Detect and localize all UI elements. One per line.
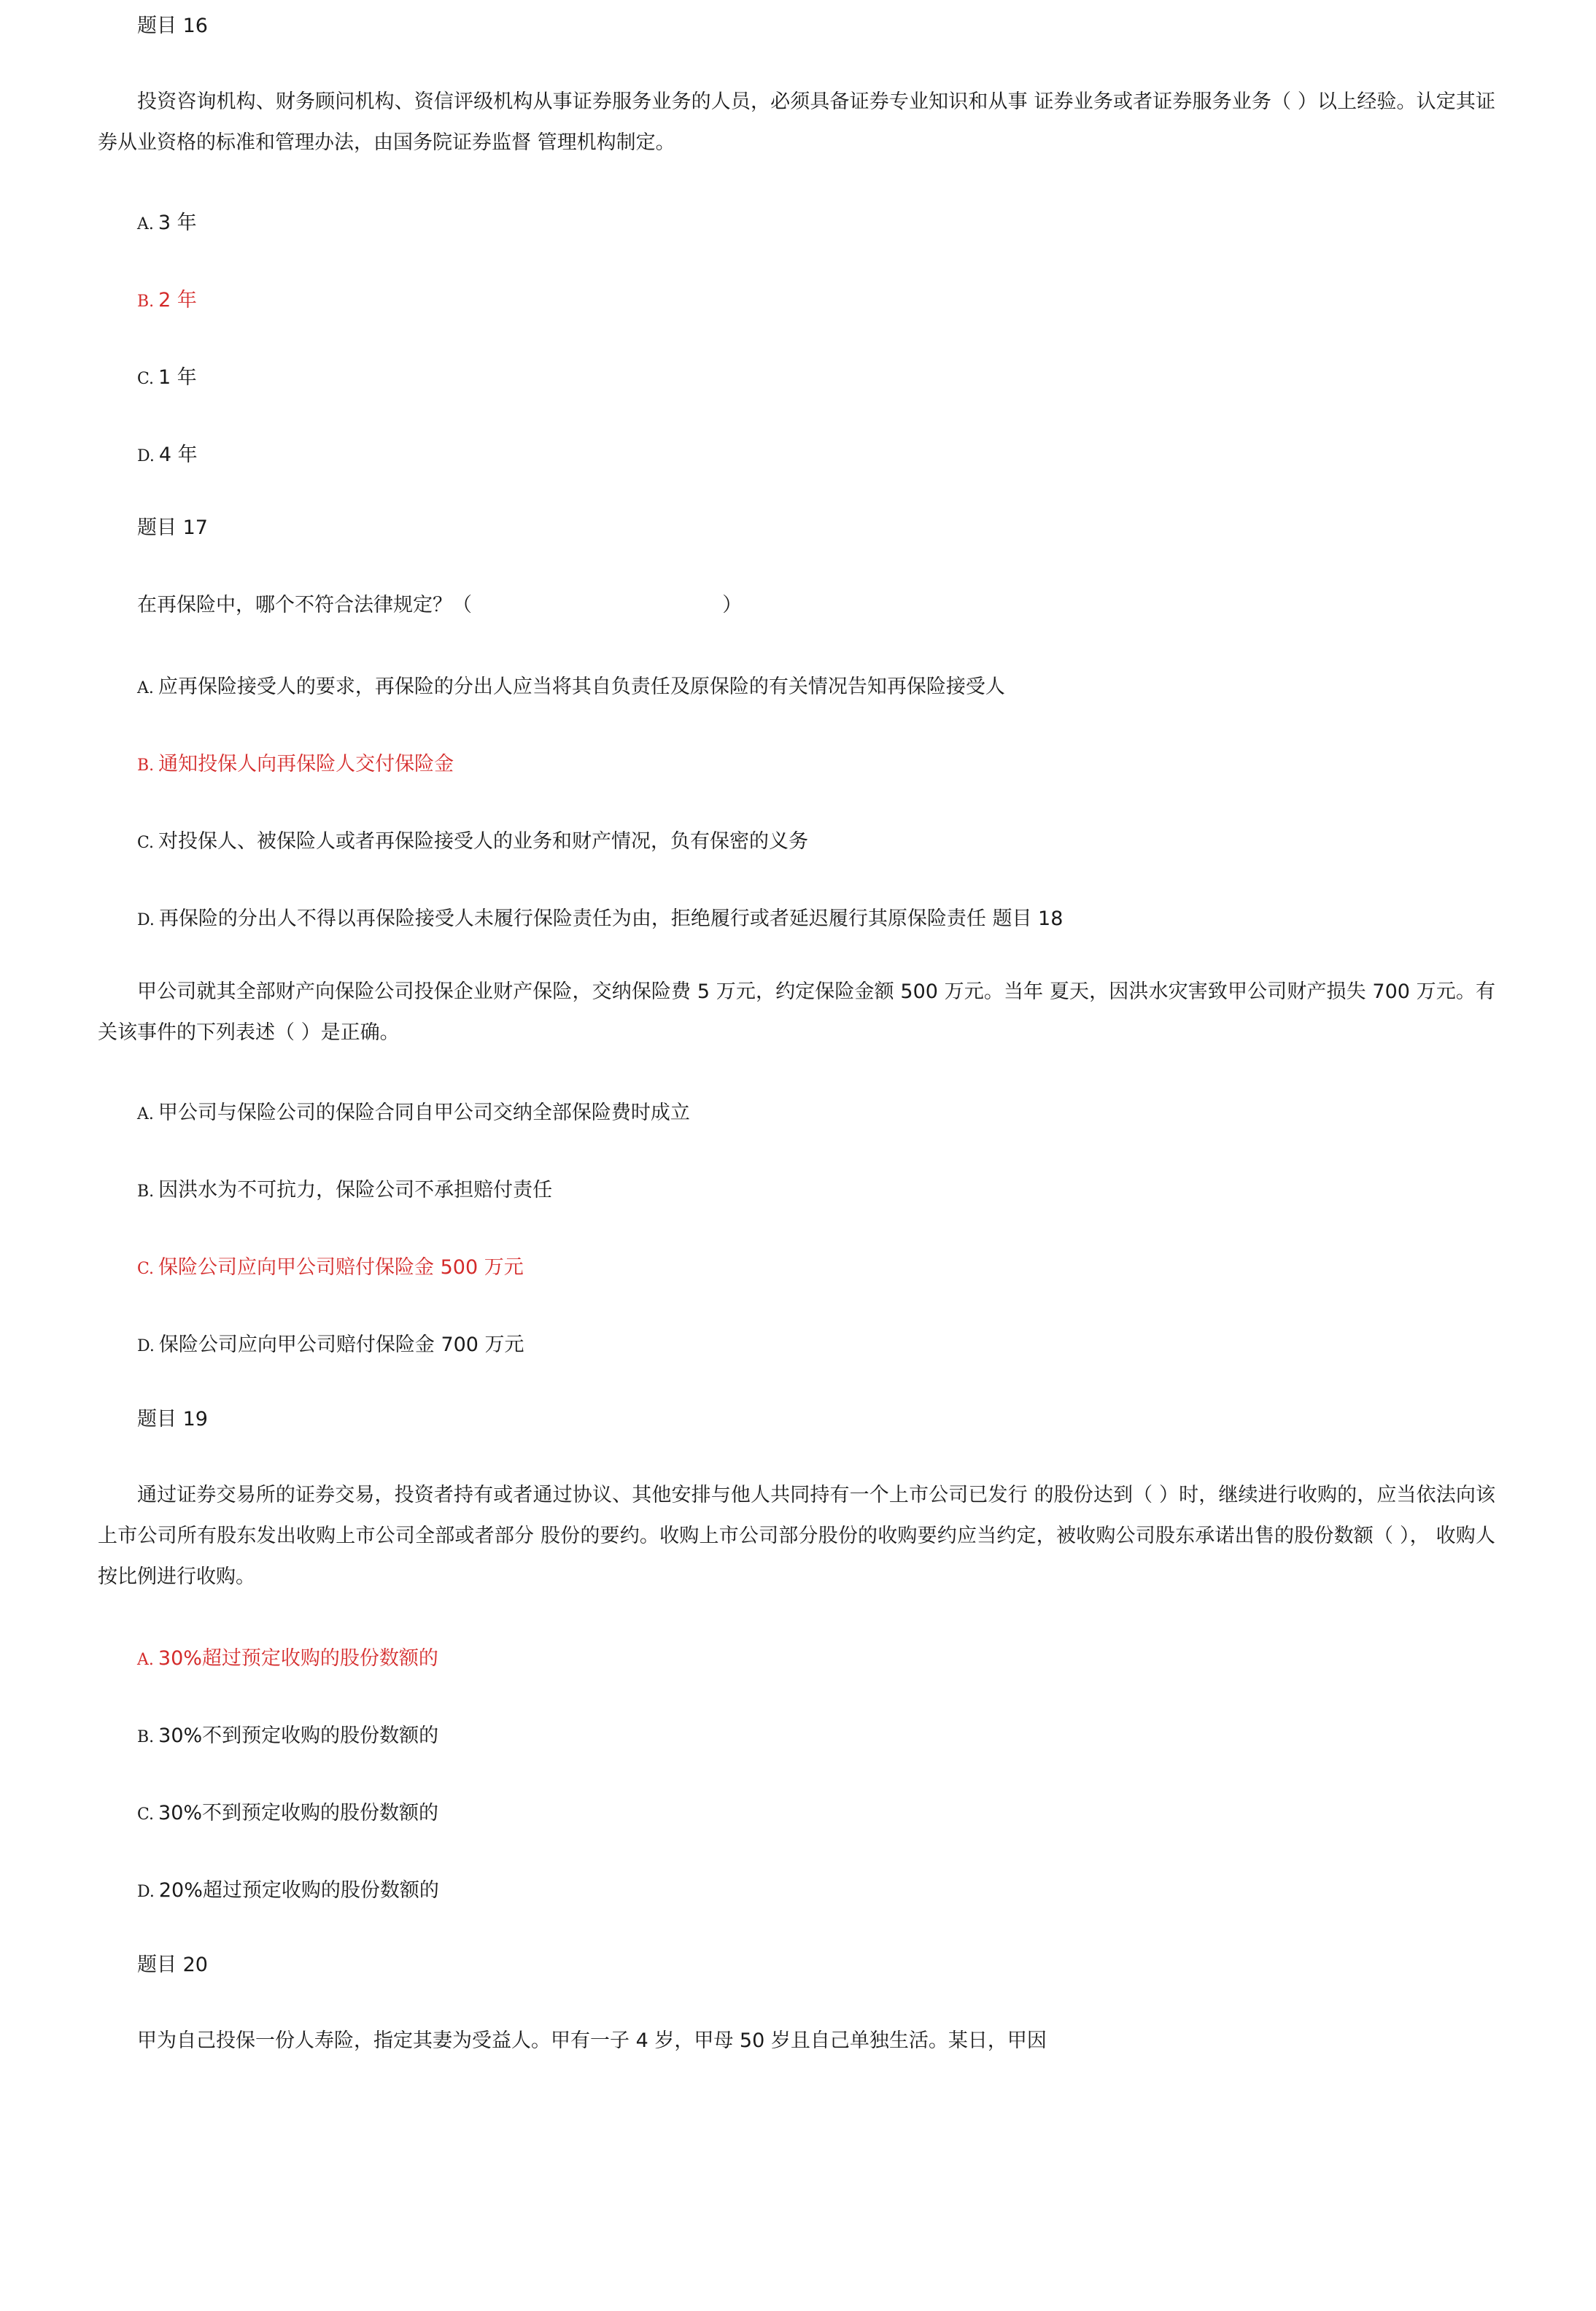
question-17-heading: 题目 17 (137, 516, 208, 539)
question-19-option-d (137, 1876, 439, 1907)
option-letter: C. (137, 834, 155, 852)
question-16-option-c (137, 363, 197, 394)
question-17-option-a (137, 673, 1005, 703)
option-text: 甲公司与保险公司的保险合同自甲公司交纳全部保险费时成立 (158, 1102, 690, 1124)
question-16-option-a (137, 209, 197, 239)
option-letter: D. (137, 1883, 155, 1901)
option-text: 3 年 (158, 212, 197, 234)
option-text: 30%不到预定收购的股份数额的 (158, 1724, 439, 1747)
question-19-heading: 题目 19 (137, 1408, 208, 1431)
question-18-option-c-answer (137, 1253, 524, 1284)
option-letter: B. (137, 1728, 155, 1746)
option-letter: A. (137, 679, 154, 697)
question-19-stem: 通过证券交易所的证券交易，投资者持有或者通过协议、其他安排与他人共同持有一个上市公司已发行 的股份达到（ ）时，继续进行收购的，应当依法向该上市公司所有股东发出收购上市公司全部或者部分 股份的要约。收购上市公司部分股份的收购要约应当约定，被收购公司股东承诺出售的股份数额（ ）， 收购人按比例进行收购。 (98, 1484, 1495, 1588)
option-letter: D. (137, 1337, 155, 1355)
question-20-heading: 题目 20 (137, 1954, 208, 1976)
question-19-option-a-answer (137, 1644, 438, 1675)
option-text: 30%超过预定收购的股份数额的 (158, 1647, 438, 1670)
option-letter: B. (137, 756, 155, 775)
question-19-option-c (137, 1799, 438, 1830)
question-16-stem: 投资咨询机构、财务顾问机构、资信评级机构从事证券服务业务的人员，必须具备证券专业知识和从事 证券业务或者证券服务业务（ ）以上经验。认定其证券从业资格的标准和管理办法，由国务院证券监督 管理机构制定。 (98, 90, 1495, 154)
option-text: 保险公司应向甲公司赔付保险金 700 万元 (158, 1333, 524, 1356)
option-letter: A. (137, 1651, 154, 1669)
question-18-option-d (137, 1331, 524, 1361)
question-18-stem: 甲公司就其全部财产向保险公司投保企业财产保险，交纳保险费 5 万元，约定保险金额 500 万元。当年 夏天，因洪水灾害致甲公司财产损失 700 万元。有关该事件的下列表述（ ）是正确。 (98, 980, 1495, 1044)
option-text: 4 年 (158, 444, 198, 466)
question-16-option-b-answer (137, 286, 197, 317)
option-letter: D. (137, 911, 155, 929)
option-text: 通知投保人向再保险人交付保险金 (158, 753, 454, 775)
question-19-option-b (137, 1722, 438, 1752)
question-17-stem: 在再保险中，哪个不符合法律规定？（ ） (137, 594, 743, 616)
option-letter: A. (137, 1105, 154, 1123)
option-letter: C. (137, 1805, 155, 1824)
question-17-option-c (137, 827, 808, 858)
option-letter: C. (137, 1260, 155, 1278)
option-text: 再保险的分出人不得以再保险接受人未履行保险责任为由，拒绝履行或者延迟履行其原保险责任 题目 18 (158, 907, 1064, 930)
option-letter: D. (137, 447, 155, 465)
question-20-stem: 甲为自己投保一份人寿险，指定其妻为受益人。甲有一子 4 岁，甲母 50 岁且自己单独生活。某日，甲因 (137, 2029, 1047, 2052)
option-letter: B. (137, 1182, 155, 1201)
option-text: 1 年 (158, 366, 197, 389)
option-text: 20%超过预定收购的股份数额的 (158, 1879, 439, 1902)
question-17-option-b-answer (137, 750, 454, 781)
question-17-option-d (137, 905, 1063, 935)
option-text: 对投保人、被保险人或者再保险接受人的业务和财产情况，负有保密的义务 (158, 830, 809, 853)
question-18-option-a (137, 1099, 690, 1129)
option-letter: C. (137, 370, 155, 388)
option-letter: B. (137, 293, 155, 311)
question-16-heading: 题目 16 (137, 15, 208, 37)
option-text: 应再保险接受人的要求，再保险的分出人应当将其自负责任及原保险的有关情况告知再保险接受人 (158, 676, 1005, 698)
option-text: 30%不到预定收购的股份数额的 (158, 1802, 439, 1824)
question-16-option-d (137, 441, 198, 471)
option-text: 2 年 (158, 289, 197, 311)
option-letter: A. (137, 215, 154, 233)
option-text: 保险公司应向甲公司赔付保险金 500 万元 (158, 1256, 524, 1279)
question-18-option-b (137, 1176, 552, 1207)
option-text: 因洪水为不可抗力，保险公司不承担赔付责任 (158, 1179, 553, 1201)
